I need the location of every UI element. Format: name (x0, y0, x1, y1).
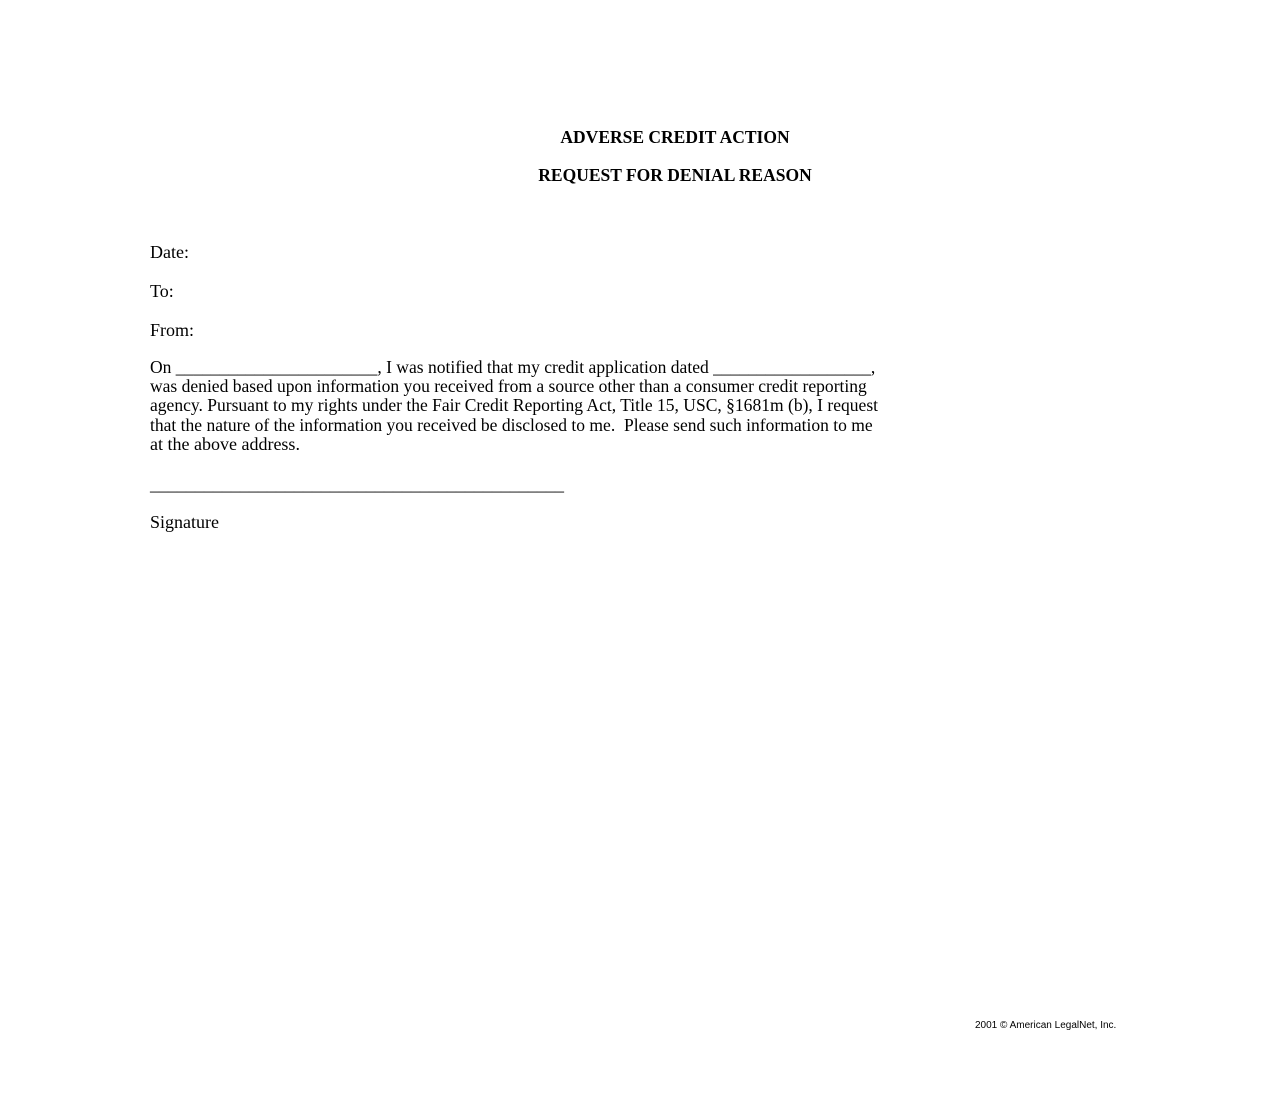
date-label: Date: (150, 242, 189, 262)
copyright-footer: 2001 © American LegalNet, Inc. (975, 1020, 1117, 1031)
document-subtitle: REQUEST FOR DENIAL REASON (538, 165, 812, 185)
document-title: ADVERSE CREDIT ACTION (560, 127, 790, 147)
body-line: at the above address. (150, 433, 300, 454)
body-line: agency. Pursuant to my rights under the Fair Credit Reporting Act, Title 15, USC, §1681m (b), I request (150, 395, 879, 416)
from-label: From: (150, 320, 195, 340)
body-line: that the nature of the information you received be disclosed to me. Please send such information to me (150, 414, 873, 435)
body-line: was denied based upon information you received from a source other than a consumer credit reporting (150, 376, 867, 397)
signature-label: Signature (150, 512, 219, 532)
signature-line: ______________________________________________ (150, 474, 564, 494)
body-line: On _______________________, I was notified that my credit application dated __________________, (150, 357, 876, 377)
body-paragraph (150, 358, 1210, 454)
to-label: To: (150, 281, 174, 301)
